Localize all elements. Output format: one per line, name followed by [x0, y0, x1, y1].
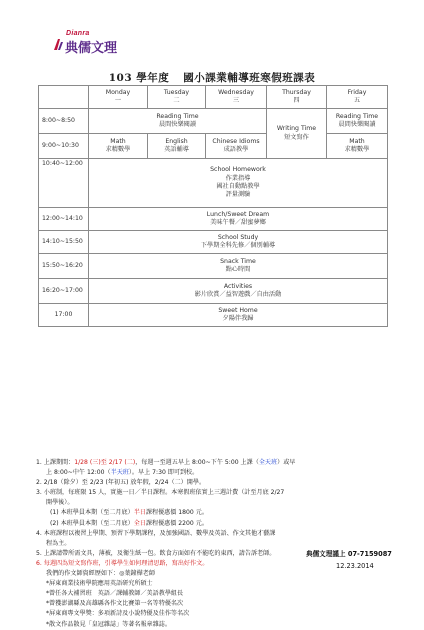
day-header-wed: Wednesday 三	[206, 86, 267, 109]
teacher-credential: *曾任各大補習班 英語／課輔教師／美語教學組長	[46, 590, 184, 598]
study-cell: School Study 下學期全科先修／個別輔導	[89, 231, 388, 254]
teacher-intro: 我們的作文師資經歷如下：◎葉鐘樺老師	[46, 570, 155, 578]
note-4-cont: 程為主。	[46, 539, 71, 547]
note-3: 3. 小班制，每班限 15 人，實施一日／半日課程。本寒假班依實上三週計費（計至月底 2/27	[36, 489, 285, 497]
day-header-mon: Monday 一	[89, 86, 148, 109]
friday-math-cell: Math 求精數學	[327, 134, 388, 159]
activities-cell: Activities 影片欣賞／益智遊戲／自由活動	[89, 279, 388, 304]
day-header-thu: Thursday 四	[267, 86, 327, 109]
schedule-table	[38, 85, 388, 327]
teacher-credential: *散文作品散見「皇冠雜誌」等著名報章雜誌。	[46, 620, 171, 628]
table-row	[39, 208, 388, 231]
title-name: 國小課業輔導班寒假班課表	[183, 72, 316, 84]
day-header-tue: Tuesday 二	[148, 86, 206, 109]
time-cell: 8:00~8:50	[39, 109, 89, 134]
teacher-credential: *屏東商專文學獎：多項新詩及小說特優及佳作等名次	[46, 610, 190, 618]
corner-cell	[39, 86, 89, 109]
note-6: 6. 每週四為短文寫作班，引導學生如何理清思路，寫出好作文。	[36, 559, 209, 567]
note-1-cont: 上 8:00~中午 12:00（半天班）。早上 7:30 即可到校。	[46, 469, 199, 477]
table-header-row	[39, 86, 388, 109]
note-2: 2. 2/18（除夕）至 2/23 (年初五) 放年假，2/24（二）開學。	[36, 479, 206, 487]
logo-brand-en: Dianra	[66, 30, 90, 37]
reading-time-cell: Reading Time 晨間快樂閱讀	[89, 109, 267, 134]
note-5: 5. 上課請帶所需文具，薄被，及衛生紙一包。飲食方面如有不能吃的東西，請告訴老師。	[36, 549, 276, 557]
table-row	[39, 304, 388, 327]
time-cell: 10:40~12:00	[39, 159, 89, 208]
note-3-1: (1) 本班學員本期（至二月底）半日課程優惠價 1800 元。	[50, 509, 208, 517]
table-row	[39, 134, 388, 159]
friday-reading-cell: Reading Time 晨間快樂閱讀	[327, 109, 388, 134]
table-row	[39, 109, 388, 134]
table-row	[39, 231, 388, 254]
time-cell: 14:10~15:50	[39, 231, 89, 254]
page-title	[0, 70, 424, 85]
note-3-cont: 開學後）。	[46, 499, 74, 507]
time-cell: 16:20~17:00	[39, 279, 89, 304]
note-1: 1. 上課期間：1/28 (三)至 2/17 (二)，每週一至週五早上 8:00~下午 5:00 上課（全天班）或早	[36, 459, 296, 466]
idioms-cell: Chinese Idioms 成語教學	[206, 134, 267, 159]
logo-mark-icon	[52, 38, 64, 52]
home-cell: Sweet Home 夕陽伴我歸	[89, 304, 388, 327]
document-date: 12.23.2014	[336, 562, 374, 570]
homework-cell: School Homework 作業指導 國社自動點教學 評量測驗	[89, 159, 388, 208]
signature-line: 典儒文理謹上 07-7159087	[306, 550, 392, 558]
title-year: 103 學年度	[108, 72, 170, 84]
note-3-2: (2) 本班學員本期（至二月底）全日課程優惠價 2200 元。	[50, 519, 208, 527]
table-row	[39, 254, 388, 279]
snack-cell: Snack Time 點心時間	[89, 254, 388, 279]
logo	[52, 30, 118, 64]
logo-brand-zh: 典儒文理	[65, 41, 118, 56]
english-cell: English 英語輔導	[148, 134, 206, 159]
teacher-credential: *曾獲澎湖縣及高雄縣各作文比賽第一名等特優名次	[46, 600, 184, 608]
table-row	[39, 159, 388, 208]
note-4: 4. 本班課程以複習上學期、預習下學期課程，及加強國語、數學及英語、作文其他才藝課	[36, 529, 276, 537]
day-header-fri: Friday 五	[327, 86, 388, 109]
time-cell: 12:00~14:10	[39, 208, 89, 231]
time-cell: 9:00~10:30	[39, 134, 89, 159]
notes-section	[36, 458, 396, 630]
time-cell: 17:00	[39, 304, 89, 327]
lunch-cell: Lunch/Sweet Dream 美味午餐／甜蜜夢鄉	[89, 208, 388, 231]
math-cell: Math 求精數學	[89, 134, 148, 159]
time-cell: 15:50~16:20	[39, 254, 89, 279]
table-row	[39, 279, 388, 304]
writing-time-cell: Writing Time 短文寫作	[267, 109, 327, 159]
teacher-credential: *屏東商業技術學院應用英語研究所碩士	[46, 580, 153, 588]
